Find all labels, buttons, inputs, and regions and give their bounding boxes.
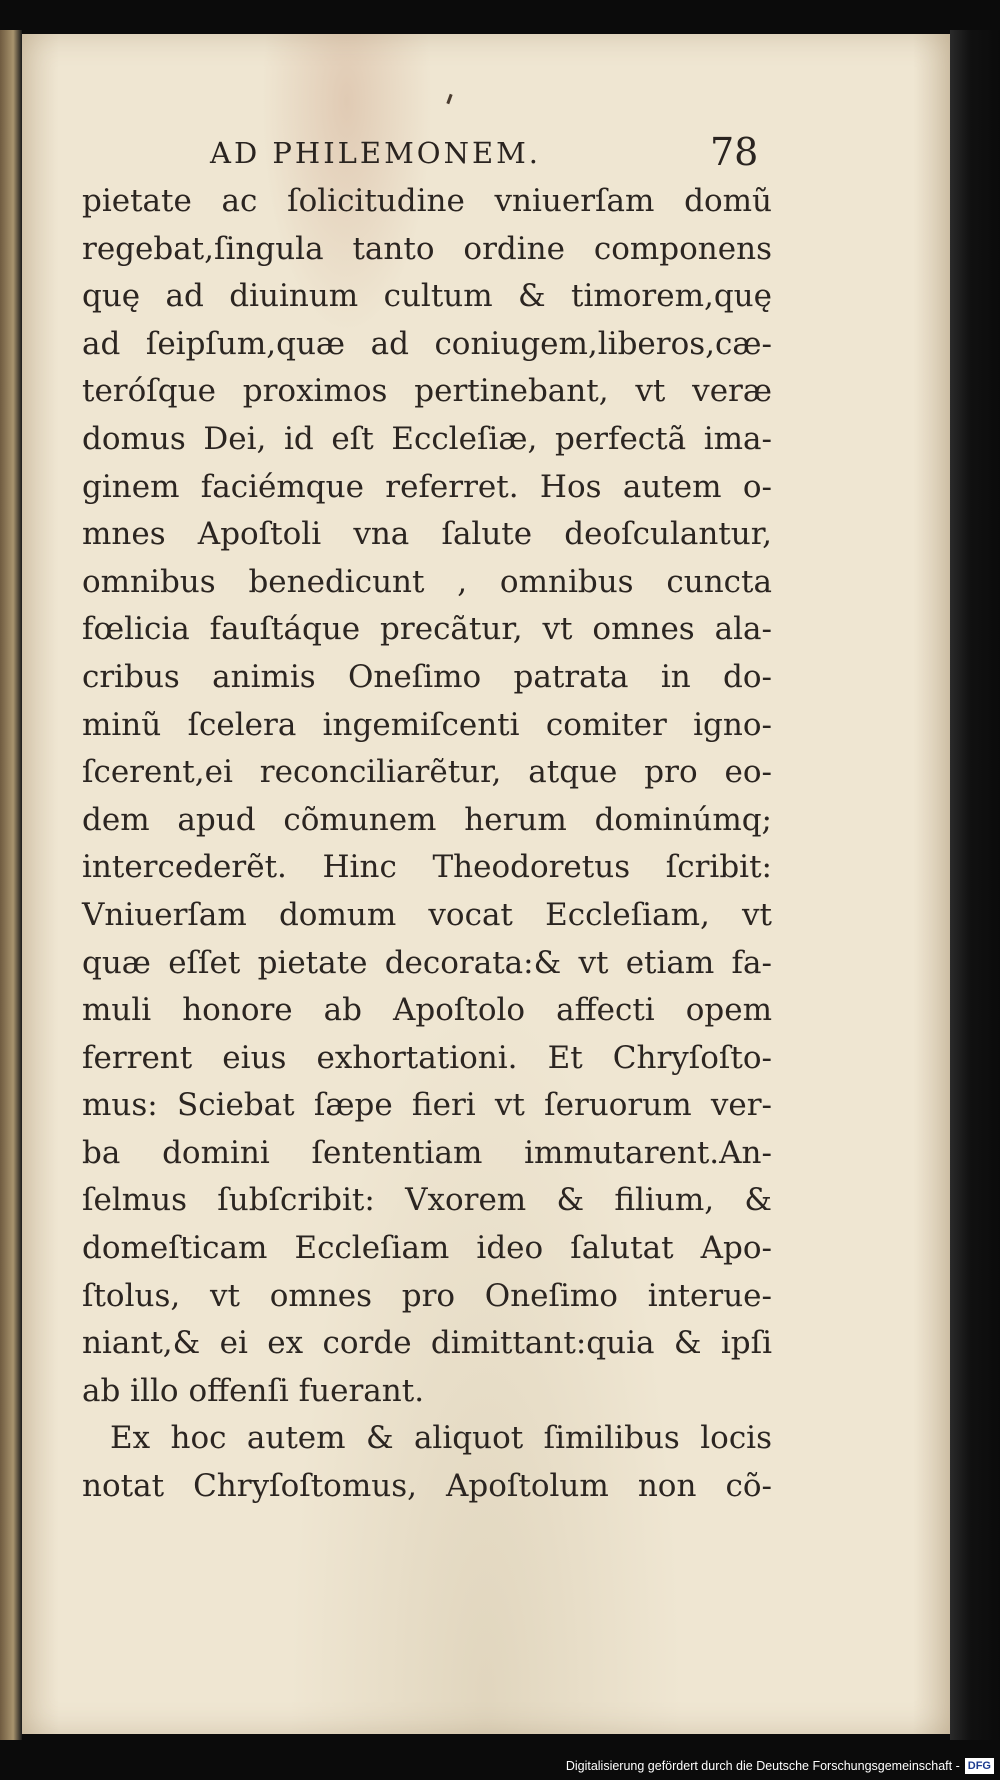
text-line: ſelmus ſubſcribit: Vxorem & filium, & [82, 1182, 772, 1219]
text-line: Vniuerſam domum vocat Eccleſiam, vt [82, 896, 772, 933]
text-line: ab illo offenſi fuerant. [82, 1372, 425, 1409]
text-line: intercederẽt. Hinc Theodoretus ſcribit: [82, 849, 772, 886]
text-line: ad ſeipſum,quæ ad coniugem,liberos,cæ- [82, 325, 772, 362]
dfg-logo: DFG [965, 1758, 994, 1774]
body-text [82, 178, 772, 1511]
text-line: Ex hoc autem & aliquot ſimilibus locis [110, 1420, 772, 1457]
text-line: cribus animis Oneſimo patrata in do- [82, 658, 772, 695]
text-line: pietate ac ſolicitudine vniuerſam domũ [82, 183, 772, 219]
text-line: teróſque proximos pertinebant, vt veræ [82, 373, 772, 410]
text-line: ginem faciémque referret. Hos autem o- [82, 468, 772, 505]
text-line: niant,& ei ex corde dimittant:quia & ipſi [82, 1325, 772, 1362]
text-line: mus: Sciebat ſæpe fieri vt ſeruorum ver- [82, 1087, 772, 1124]
text-line: ba domini ſententiam immutarent.An- [82, 1134, 772, 1171]
text-line: minũ ſcelera ingemiſcenti comiter igno- [82, 706, 772, 743]
page-header [190, 130, 759, 176]
text-line: ſcerent,ei reconciliarẽtur, atque pro eo- [82, 754, 772, 791]
text-line: muli honore ab Apoſtolo affecti opem [82, 992, 772, 1029]
running-title: AD PHILEMONEM. [210, 136, 542, 170]
digitization-credit [566, 1754, 994, 1778]
text-line: domus Dei, id eſt Eccleſiæ, perfectã ima- [82, 420, 772, 457]
text-line: omnibus benedicunt , omnibus cuncta [82, 563, 772, 600]
text-line: domeſticam Eccleſiam ideo ſalutat Apo- [82, 1230, 772, 1267]
text-line: mnes Apoſtoli vna ſalute deoſculantur, [82, 516, 772, 553]
text-line: regebat,ſingula tanto ordine componens [82, 230, 772, 267]
text-line: quę ad diuinum cultum & timorem,quę [82, 278, 772, 315]
text-line: dem apud cõmunem herum dominúmq; [82, 801, 772, 838]
text-line: ſtolus, vt omnes pro Oneſimo interue- [82, 1277, 772, 1314]
text-line: quæ eſſet pietate decorata:& vt etiam fa- [82, 944, 772, 981]
credit-text: Digitalisierung gefördert durch die Deutsche Forschungsgemeinschaft - [565, 1759, 960, 1773]
book-spine-edge [0, 30, 22, 1740]
text-line: notat Chryſoſtomus, Apoſtolum non cõ- [82, 1468, 772, 1505]
page-number: 78 [710, 130, 759, 174]
text-line: fœlicia fauſtáque precãtur, vt omnes ala- [82, 611, 772, 648]
text-line: ferrent eius exhortationi. Et Chryſoſto- [82, 1039, 772, 1076]
page-edge-shadow [950, 30, 1000, 1740]
